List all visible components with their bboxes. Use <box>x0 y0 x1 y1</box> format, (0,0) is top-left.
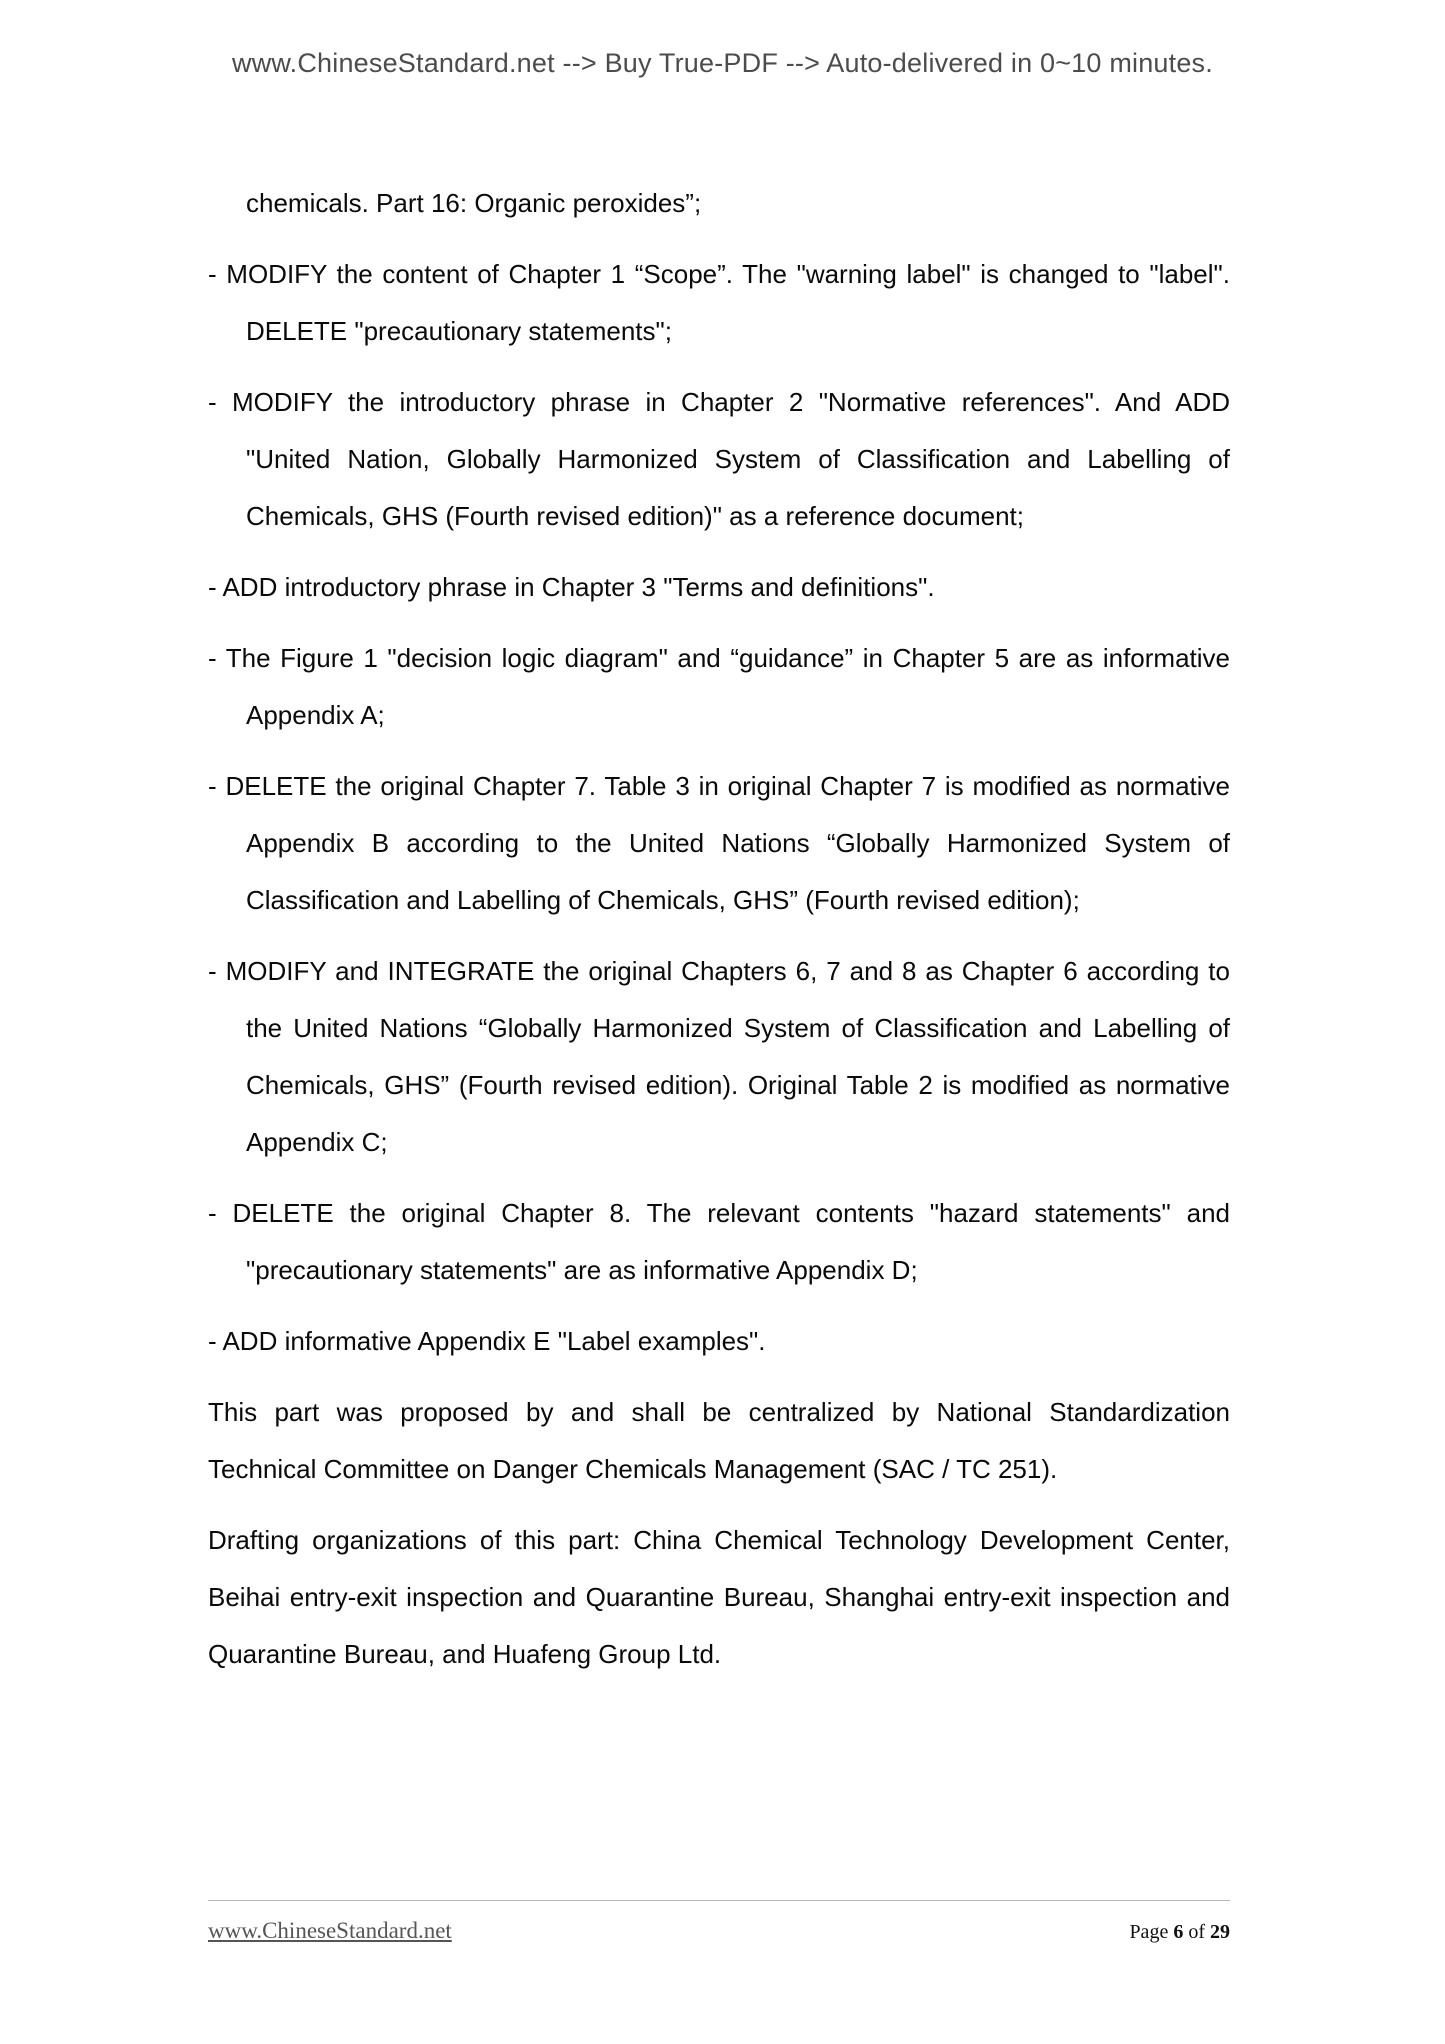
paragraph: - ADD introductory phrase in Chapter 3 "Terms and definitions". <box>208 572 935 602</box>
footer-divider <box>208 1900 1230 1901</box>
paragraph: This part was proposed by and shall be centralized by National Standardization Technical Committee on Danger Chemicals Management (SAC / TC 251). <box>208 1397 1230 1484</box>
paragraph: chemicals. Part 16: Organic peroxides”; <box>246 188 702 218</box>
page-footer <box>208 1918 1230 1944</box>
paragraph: - MODIFY the introductory phrase in Chapter 2 "Normative references". And ADD "United Nation, Globally Harmonized System of Classification and Labelling of Chemicals, GHS (Fourth revised edition)" as a reference document; <box>208 387 1230 531</box>
paragraph: - DELETE the original Chapter 8. The relevant contents "hazard statements" and "precautionary statements" are as informative Appendix D; <box>208 1198 1230 1285</box>
paragraph: Drafting organizations of this part: China Chemical Technology Development Center, Beihai entry-exit inspection and Quarantine Bureau, Shanghai entry-exit inspection and Quarantine Bureau, and Huafeng Group Ltd. <box>208 1525 1230 1669</box>
paragraph: - ADD informative Appendix E "Label examples". <box>208 1326 766 1356</box>
paragraph: - DELETE the original Chapter 7. Table 3 in original Chapter 7 is modified as normative Appendix B according to the United Nations “Globally Harmonized System of Classification and Labelling of Chemicals, GHS” (Fourth revised edition); <box>208 771 1230 915</box>
paragraph: - MODIFY the content of Chapter 1 “Scope”. The "warning label" is changed to "label". DELETE "precautionary statements"; <box>208 259 1230 346</box>
page-current: 6 <box>1173 1921 1184 1943</box>
page-of-label: of <box>1188 1921 1205 1943</box>
page-label: Page <box>1129 1921 1169 1943</box>
promo-banner: www.ChineseStandard.net --> Buy True-PDF --> Auto-delivered in 0~10 minutes. <box>232 48 1213 78</box>
footer-site-link[interactable]: www.ChineseStandard.net <box>208 1918 452 1943</box>
page-number <box>1129 1921 1230 1944</box>
page-body <box>208 175 1230 1697</box>
paragraph: - The Figure 1 "decision logic diagram" and “guidance” in Chapter 5 are as informative Appendix A; <box>208 643 1230 730</box>
page-total: 29 <box>1210 1921 1230 1943</box>
paragraph: - MODIFY and INTEGRATE the original Chapters 6, 7 and 8 as Chapter 6 according to the United Nations “Globally Harmonized System of Classification and Labelling of Chemicals, GHS” (Fourth revised edition). Original Table 2 is modified as normative Appendix C; <box>208 956 1230 1157</box>
